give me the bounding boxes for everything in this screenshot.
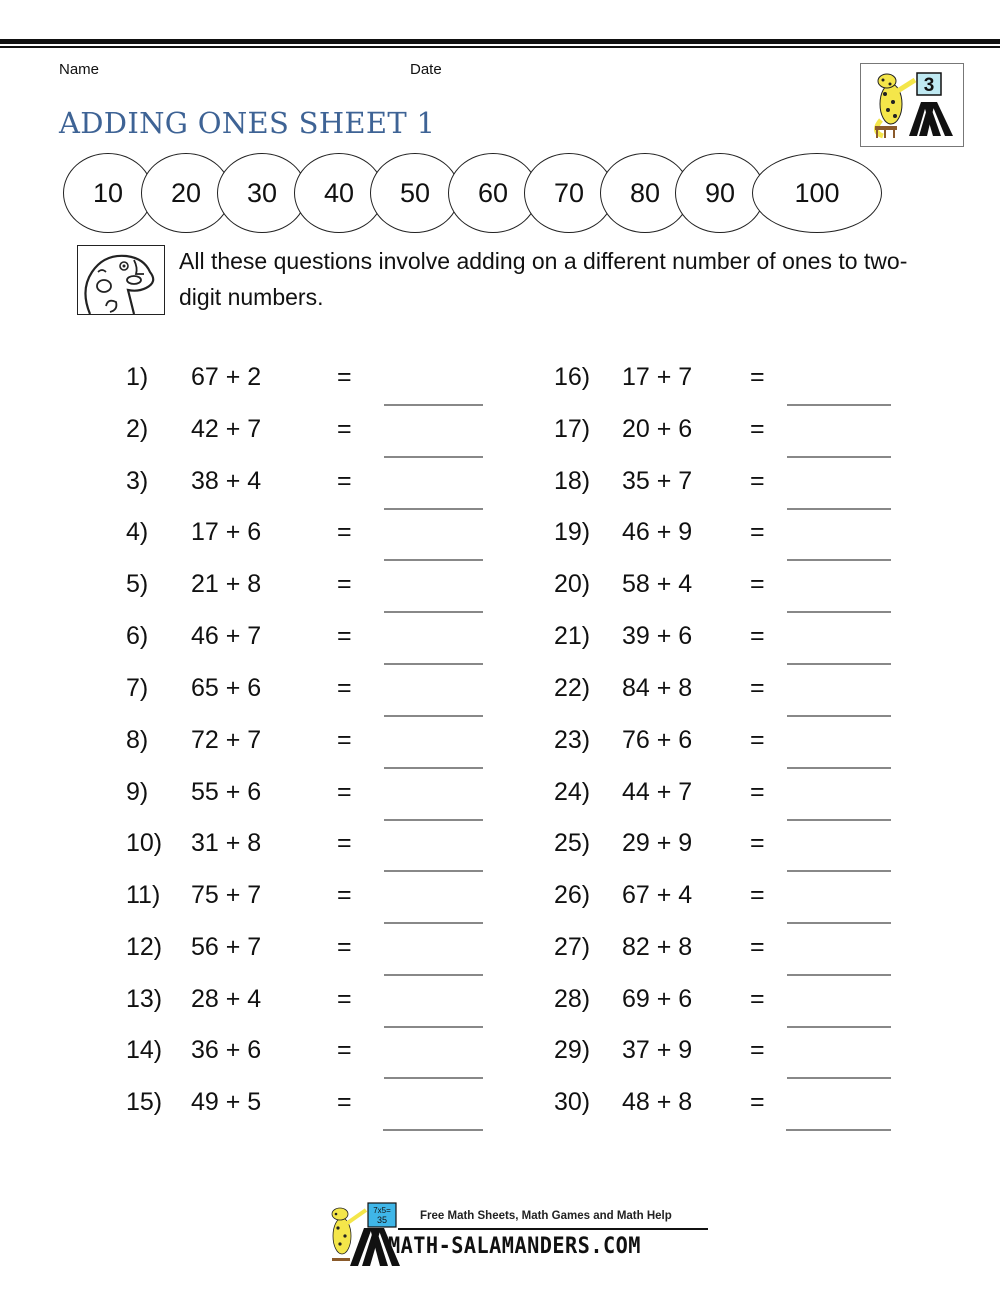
question-expression: 67 + 4	[622, 881, 693, 909]
equals-sign: =	[750, 778, 765, 806]
answer-blank[interactable]	[787, 974, 891, 976]
equals-sign: =	[750, 467, 765, 495]
answer-blank[interactable]	[787, 767, 891, 769]
equals-sign: =	[337, 778, 352, 806]
answer-blank[interactable]	[384, 974, 483, 976]
question-expression: 69 + 6	[622, 985, 693, 1013]
question-number: 9)	[126, 778, 149, 806]
grade-logo	[860, 63, 964, 147]
equals-sign: =	[750, 622, 765, 650]
equals-sign: =	[750, 570, 765, 598]
equals-sign: =	[750, 881, 765, 909]
answer-blank[interactable]	[384, 559, 483, 561]
answer-blank[interactable]	[384, 767, 483, 769]
question-number: 3)	[126, 467, 149, 495]
footer-tagline: Free Math Sheets, Math Games and Math Help	[420, 1210, 672, 1222]
header-rule-thin	[0, 46, 1000, 48]
number-oval: 60	[448, 153, 538, 233]
equals-sign: =	[337, 726, 352, 754]
question-number: 7)	[126, 674, 149, 702]
question-expression: 35 + 7	[622, 467, 693, 495]
question-expression: 55 + 6	[191, 778, 262, 806]
question-number: 17)	[554, 415, 591, 443]
question-expression: 48 + 8	[622, 1088, 693, 1116]
answer-blank[interactable]	[787, 870, 891, 872]
equals-sign: =	[337, 622, 352, 650]
equals-sign: =	[337, 829, 352, 857]
question-expression: 37 + 9	[622, 1036, 693, 1064]
answer-blank[interactable]	[786, 1129, 891, 1131]
svg-text:35: 35	[376, 1215, 388, 1225]
answer-blank[interactable]	[384, 508, 483, 510]
question-expression: 44 + 7	[622, 778, 693, 806]
question-expression: 67 + 2	[191, 363, 262, 391]
answer-blank[interactable]	[384, 1026, 483, 1028]
number-oval: 100	[752, 153, 882, 233]
question-expression: 49 + 5	[191, 1088, 262, 1116]
page-title: ADDING ONES SHEET 1	[59, 106, 436, 140]
question-expression: 82 + 8	[622, 933, 693, 961]
question-number: 30)	[554, 1088, 591, 1116]
answer-blank[interactable]	[787, 456, 891, 458]
number-oval: 20	[141, 153, 231, 233]
answer-blank[interactable]	[384, 404, 483, 406]
answer-blank[interactable]	[787, 1026, 891, 1028]
date-label: Date	[410, 61, 442, 78]
equals-sign: =	[750, 985, 765, 1013]
question-number: 1)	[126, 363, 149, 391]
equals-sign: =	[337, 985, 352, 1013]
equals-sign: =	[750, 1088, 765, 1116]
question-number: 8)	[126, 726, 149, 754]
salamander-head-icon	[77, 245, 165, 315]
header-rule-thick	[0, 39, 1000, 44]
answer-blank[interactable]	[787, 611, 891, 613]
question-number: 12)	[126, 933, 163, 961]
equals-sign: =	[337, 933, 352, 961]
answer-blank[interactable]	[384, 1077, 483, 1079]
answer-blank[interactable]	[384, 870, 483, 872]
answer-blank[interactable]	[384, 611, 483, 613]
equals-sign: =	[750, 674, 765, 702]
salamander-easel-icon	[861, 64, 963, 146]
equals-sign: =	[337, 674, 352, 702]
number-oval: 50	[370, 153, 460, 233]
question-number: 28)	[554, 985, 591, 1013]
question-number: 10)	[126, 829, 163, 857]
question-expression: 36 + 6	[191, 1036, 262, 1064]
equals-sign: =	[750, 1036, 765, 1064]
question-expression: 20 + 6	[622, 415, 693, 443]
equals-sign: =	[750, 726, 765, 754]
answer-blank[interactable]	[787, 559, 891, 561]
question-expression: 65 + 6	[191, 674, 262, 702]
answer-blank[interactable]	[787, 404, 891, 406]
question-expression: 28 + 4	[191, 985, 262, 1013]
question-number: 13)	[126, 985, 163, 1013]
question-number: 15)	[126, 1088, 163, 1116]
number-oval: 90	[675, 153, 765, 233]
question-expression: 39 + 6	[622, 622, 693, 650]
answer-blank[interactable]	[384, 715, 483, 717]
svg-text:7x5=: 7x5=	[373, 1206, 391, 1215]
question-expression: 38 + 4	[191, 467, 262, 495]
question-number: 21)	[554, 622, 591, 650]
answer-blank[interactable]	[384, 819, 483, 821]
question-expression: 76 + 6	[622, 726, 693, 754]
answer-blank[interactable]	[384, 456, 483, 458]
question-expression: 84 + 8	[622, 674, 693, 702]
question-number: 23)	[554, 726, 591, 754]
equals-sign: =	[337, 467, 352, 495]
question-number: 4)	[126, 518, 149, 546]
question-number: 16)	[554, 363, 591, 391]
question-number: 2)	[126, 415, 149, 443]
answer-blank[interactable]	[787, 922, 891, 924]
footer-site-link[interactable]: MATH-SALAMANDERS.COM	[388, 1234, 641, 1259]
question-number: 18)	[554, 467, 591, 495]
question-expression: 42 + 7	[191, 415, 262, 443]
equals-sign: =	[337, 1088, 352, 1116]
question-expression: 21 + 8	[191, 570, 262, 598]
question-number: 24)	[554, 778, 591, 806]
question-number: 14)	[126, 1036, 163, 1064]
equals-sign: =	[750, 363, 765, 391]
number-oval: 40	[294, 153, 384, 233]
answer-blank[interactable]	[383, 1129, 483, 1131]
question-number: 27)	[554, 933, 591, 961]
question-expression: 17 + 7	[622, 363, 693, 391]
grade-badge: 3	[923, 75, 935, 96]
question-number: 22)	[554, 674, 591, 702]
question-expression: 46 + 9	[622, 518, 693, 546]
question-expression: 58 + 4	[622, 570, 693, 598]
answer-blank[interactable]	[787, 819, 891, 821]
question-expression: 75 + 7	[191, 881, 262, 909]
question-number: 6)	[126, 622, 149, 650]
equals-sign: =	[337, 363, 352, 391]
question-expression: 72 + 7	[191, 726, 262, 754]
question-expression: 17 + 6	[191, 518, 262, 546]
equals-sign: =	[750, 518, 765, 546]
number-oval: 80	[600, 153, 690, 233]
question-number: 11)	[126, 881, 161, 909]
question-number: 20)	[554, 570, 591, 598]
equals-sign: =	[337, 1036, 352, 1064]
question-number: 29)	[554, 1036, 591, 1064]
equals-sign: =	[750, 933, 765, 961]
answer-blank[interactable]	[787, 663, 891, 665]
question-number: 25)	[554, 829, 591, 857]
answer-blank[interactable]	[384, 922, 483, 924]
equals-sign: =	[337, 518, 352, 546]
answer-blank[interactable]	[787, 715, 891, 717]
number-oval: 70	[524, 153, 614, 233]
answer-blank[interactable]	[787, 1077, 891, 1079]
answer-blank[interactable]	[384, 663, 483, 665]
equals-sign: =	[337, 415, 352, 443]
question-expression: 31 + 8	[191, 829, 262, 857]
equals-sign: =	[750, 415, 765, 443]
equals-sign: =	[337, 881, 352, 909]
question-expression: 29 + 9	[622, 829, 693, 857]
question-number: 19)	[554, 518, 591, 546]
answer-blank[interactable]	[787, 508, 891, 510]
question-expression: 46 + 7	[191, 622, 262, 650]
footer-rule	[398, 1228, 708, 1230]
question-expression: 56 + 7	[191, 933, 262, 961]
question-number: 26)	[554, 881, 591, 909]
name-label: Name	[59, 61, 100, 78]
question-number: 5)	[126, 570, 149, 598]
equals-sign: =	[337, 570, 352, 598]
number-oval: 10	[63, 153, 153, 233]
equals-sign: =	[750, 829, 765, 857]
number-oval: 30	[217, 153, 307, 233]
instructions-text: All these questions involve adding on a different number of ones to two-digit numbers.	[179, 248, 908, 310]
